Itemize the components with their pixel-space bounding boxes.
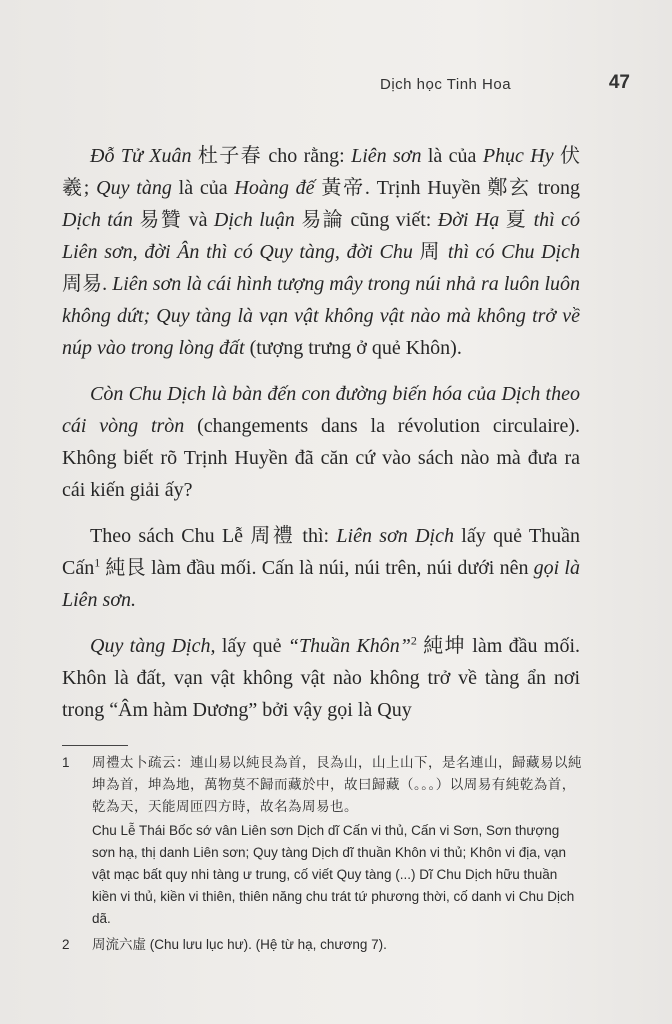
text-run: Phục Hy [482,145,554,167]
text-run: thì có Chu Dịch [447,241,580,263]
footnote-1 [62,752,582,930]
header-title: Dịch học Tinh Hoa [380,76,512,93]
footnote-ref: 2 [410,633,417,648]
paragraph [62,520,580,616]
footnote-2 [62,934,582,956]
text-run: Dịch luận [213,209,295,231]
footnote-divider [62,745,128,746]
text-run: gọi là Liên sơn. [62,557,580,611]
text-run: Quy tàng Dịch, [90,635,216,657]
text-run: 純坤 làm đầu mối. Khôn là đất, vạn vật không vật nào không trở về tàng ẩn nơi trong “Âm hàm Dương” bởi vậy gọi là Quy [62,635,580,721]
text-run: lấy quẻ [215,635,288,657]
text-run: 夏 [499,209,534,231]
text-run: thì có Liên sơn, đời Ân thì có Quy tàng, đời Chu [62,209,580,263]
footnote-ref: 1 [94,555,101,570]
text-run: (changements dans la révolution circulaire). Không biết rõ Trịnh Huyền đã căn cứ vào sách nào mà đưa ra cái kiến giải ấy? [62,415,580,501]
text-run: là của [421,145,483,167]
footnote-text: 周流六虛 (Chu lưu lục hư). (Hệ từ hạ, chương 7). [92,937,387,952]
paragraph [62,140,580,364]
text-run: 周易. [62,273,113,295]
footnote-number: 1 [62,755,70,770]
text-run: 伏羲; [62,145,580,199]
text-run: Theo sách Chu Lễ 周禮 thì: [90,525,337,547]
body-text [62,140,580,740]
footnote-number: 2 [62,937,70,952]
running-header [380,68,630,98]
text-run: “Thuần Khôn” [287,635,411,657]
text-run: 周 [412,241,448,263]
text-run: Đời Hạ [437,209,500,231]
text-run: (tượng trưng ở quẻ Khôn). [244,337,462,359]
footnote-chinese-text: 周禮太卜疏云：連山易以純艮為首，艮為山，山上山下，是名連山，歸藏易以純坤為首，坤為地，萬物莫不歸而藏於中，故曰歸藏（。。。）以周易有純乾為首，乾為天，天能周匝四方時，故名為周易也。 [92,755,582,814]
text-run: Quy tàng [96,177,172,199]
text-run: 黃帝. Trịnh Huyền 鄭玄 trong [314,177,580,199]
text-run: Còn Chu Dịch là bàn đến con đường biến hóa của Dịch theo cái vòng tròn [62,383,580,437]
paragraph [62,630,580,726]
text-run: Đỗ Tử Xuân [90,145,192,167]
text-run: Liên sơn Dịch [336,525,454,547]
text-run: Liên sơn là cái hình tượng mây trong núi nhả ra luôn luôn không dứt; Quy tàng là vạn vật không vật nào mà không trở về núp vào trong lòng đất [62,273,580,359]
page-number: 47 [608,72,630,93]
footnote-transliteration: Chu Lễ Thái Bốc sớ vân Liên sơn Dịch dĩ Cấn vi thủ, Cấn vi Sơn, Sơn thượng sơn hạ, thị danh Liên sơn; Quy tàng Dịch dĩ thuần Khôn vi thủ; Khôn vi địa, vạn vật mạc bất quy nhi tàng ư trung, cố viết Quy tàng (...) Dĩ Chu Dịch hữu thuần kiền vi thủ, kiền vi thiên, thiên năng chu trát tứ phương thời, cố danh vi Chu Dịch dã. [92,823,575,926]
text-run: 純艮 làm đầu mối. Cấn là núi, núi trên, núi dưới nên [100,557,534,579]
paragraph [62,378,580,506]
text-run: 易論 cũng viết: [294,209,438,231]
text-run: 易贊 và [132,209,214,231]
text-run: 杜子春 cho rằng: [191,145,352,167]
footnotes [62,752,582,956]
text-run: là của [171,177,235,199]
text-run: Dịch tán [62,209,133,231]
text-run: lấy quẻ Thuần Cấn [62,525,581,579]
text-run: Hoàng đế [234,177,315,199]
text-run: Liên sơn [351,145,422,167]
